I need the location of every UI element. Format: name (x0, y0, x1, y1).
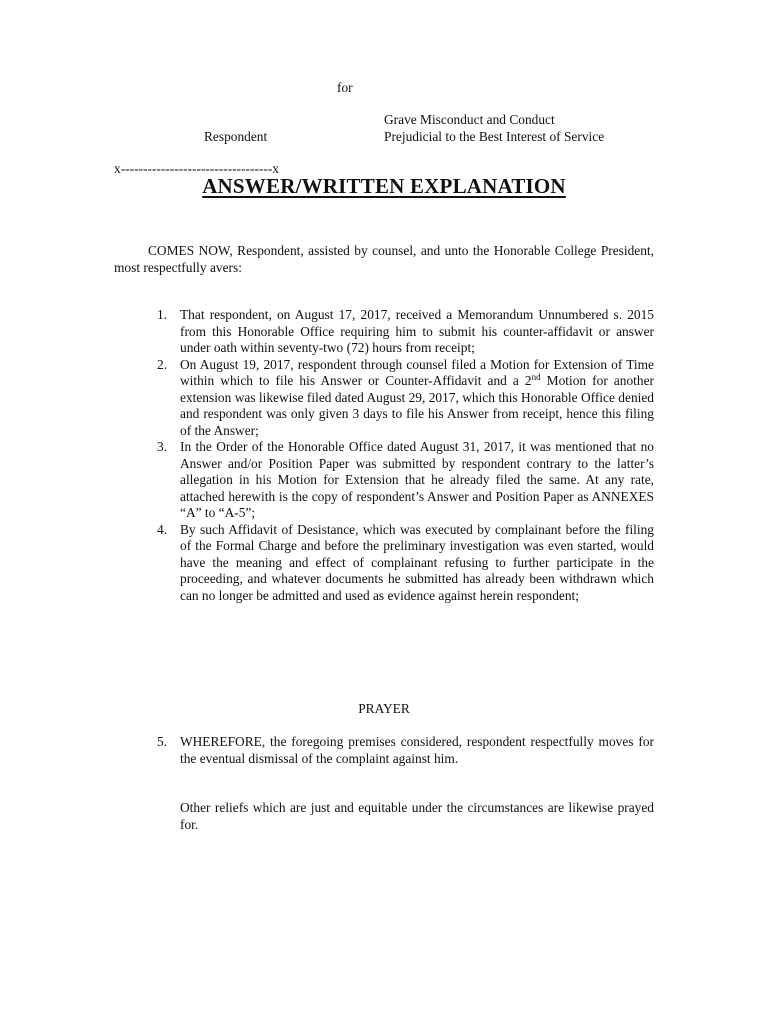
allegation-number: 3. (157, 439, 168, 454)
prayer-text: WHEREFORE, the foregoing premises considered, respondent respectfully moves for the eventual dismissal of the complaint against him. (180, 734, 654, 766)
caption-for-label: for (337, 80, 353, 95)
charge-line-2: Prejudicial to the Best Interest of Service (384, 129, 605, 144)
ordinal-superscript: nd (531, 372, 541, 382)
intro-paragraph: COMES NOW, Respondent, assisted by counsel, and unto the Honorable College President, most respectfully avers: (114, 243, 654, 275)
charge-line-1: Grave Misconduct and Conduct (384, 112, 555, 127)
allegation-number: 4. (157, 521, 168, 537)
allegation-text-part: On August 19, 2017, respondent through counsel filed a Motion for Extension of Time within which to file his Answer or Counter-Affidavit and a 2 (180, 356, 654, 388)
allegation-number: 1. (157, 307, 168, 322)
document-title: ANSWER/WRITTEN EXPLANATION (202, 174, 566, 198)
allegation-item (157, 307, 654, 357)
allegation-item (157, 356, 654, 440)
allegations-list (114, 307, 654, 604)
allegation-text: In the Order of the Honorable Office dated August 31, 2017, it was mentioned that no Answer and/or Position Paper was submitted by respondent contrary to the latter’s allegation in his Motion for Extension that he already filed the same. At any rate, attached herewith is the copy of respondent’s Answer and Position Paper as ANNEXES “A” to “A-5”; (180, 439, 654, 520)
allegation-number: 2. (157, 356, 168, 372)
respondent-label: Respondent (204, 129, 268, 144)
allegation-text (180, 357, 654, 438)
prayer-number: 5. (157, 734, 168, 749)
allegation-text: By such Affidavit of Desistance, which was executed by complainant before the filing of the Formal Charge and before the preliminary investigation was even started, would have the meaning and effect of complainant refusing to further participate in the proceeding, and whatever documents he submitted has already been withdrawn which can no longer be admitted and used as evidence against herein respondent; (180, 521, 654, 603)
prayer-item (157, 734, 654, 767)
allegation-text: That respondent, on August 17, 2017, received a Memorandum Unnumbered s. 2015 from this Honorable Office requiring him to submit his counter-affidavit or answer under oath within seventy-two (72) hours from receipt; (180, 307, 654, 355)
allegation-text-part: Motion for another extension was likewise filed dated August 29, 2017, which this Honorable Office denied and respondent was only given 3 days to file his Answer from receipt, hence this filing of the Answer; (180, 373, 654, 438)
prayer-heading: PRAYER (358, 701, 410, 716)
other-reliefs-paragraph: Other reliefs which are just and equitable under the circumstances are likewise prayed for. (180, 800, 654, 832)
allegation-item (157, 521, 654, 605)
caption-separator: x----------------------------------x (114, 161, 280, 176)
allegation-item (157, 439, 654, 522)
